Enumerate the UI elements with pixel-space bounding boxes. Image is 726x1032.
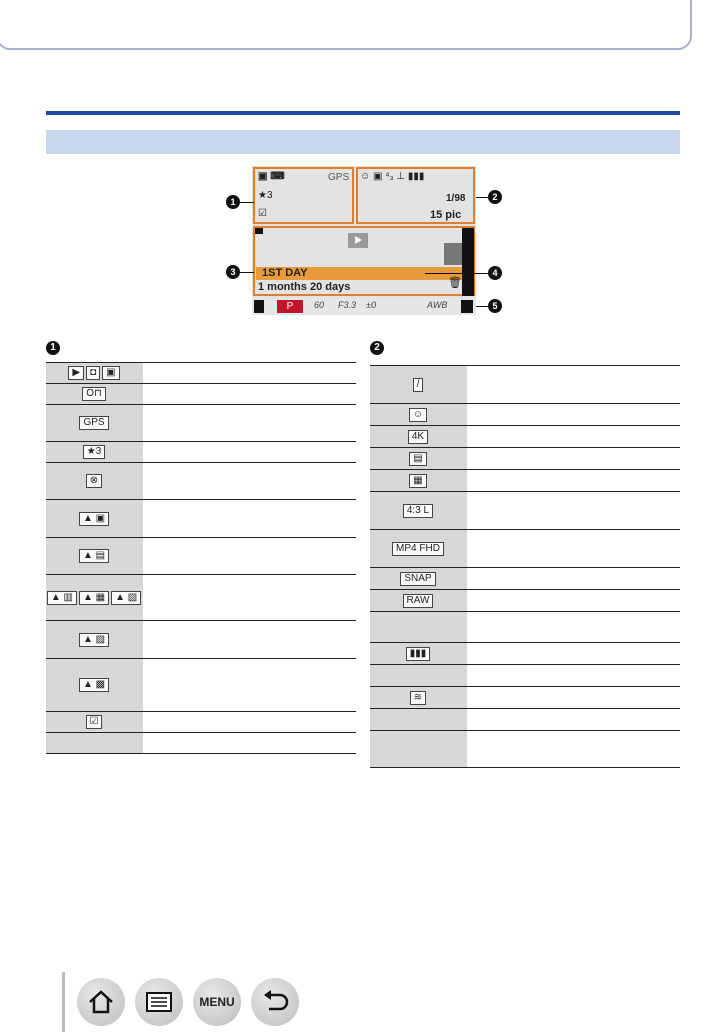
description-cell	[466, 530, 680, 567]
row-icon: ◘	[86, 366, 100, 380]
icon-group	[79, 512, 109, 526]
icon-cell	[46, 463, 142, 499]
leader-line-3	[240, 272, 254, 273]
icon-group	[86, 715, 103, 729]
callout-2: 2	[488, 190, 502, 204]
row-icon: GPS	[79, 416, 108, 430]
icon-cell	[46, 621, 142, 658]
table-row	[370, 731, 680, 768]
lcd-wb: AWB	[427, 300, 448, 310]
row-icon: ▲ ▣	[79, 512, 109, 526]
icon-cell	[370, 612, 466, 642]
row-icon: ▲ ▨	[79, 633, 109, 647]
row-icon: ☑	[86, 715, 103, 729]
leader-line-5	[476, 306, 488, 307]
table-row	[46, 363, 356, 384]
description-cell	[466, 404, 680, 425]
menu-button[interactable]	[193, 978, 241, 1026]
row-icon: 4K	[408, 430, 428, 444]
table-row	[46, 500, 356, 538]
icon-group	[79, 549, 109, 563]
lcd-aperture: F3.3	[338, 300, 357, 310]
icon-group	[403, 594, 434, 608]
leader-line-2	[476, 197, 488, 198]
icon-cell	[46, 363, 142, 383]
table-1-badge: 1	[46, 341, 60, 355]
lcd-mode: P	[277, 300, 303, 313]
list-icon	[145, 991, 173, 1013]
description-cell	[466, 687, 680, 708]
icon-cell	[46, 384, 142, 404]
description-cell	[466, 643, 680, 664]
table-row	[370, 448, 680, 470]
icon-group	[83, 445, 106, 459]
icon-cell	[46, 659, 142, 711]
lcd-age: 1 months 20 days	[258, 281, 351, 293]
icon-cell	[46, 712, 142, 732]
contents-button[interactable]	[135, 978, 183, 1026]
description-cell	[466, 426, 680, 447]
description-cell	[142, 575, 356, 620]
row-icon: ▮▮▮	[406, 647, 431, 661]
lcd-corner-block	[255, 228, 263, 234]
icon-group	[409, 408, 427, 422]
icon-cell	[46, 442, 142, 462]
play-button-icon	[348, 233, 368, 248]
description-cell	[142, 712, 356, 732]
back-arrow-icon	[261, 990, 289, 1014]
row-icon: ★3	[83, 445, 106, 459]
table-row	[46, 621, 356, 659]
row-icon: O⊓	[82, 387, 106, 401]
icon-cell	[370, 709, 466, 730]
table-row	[370, 687, 680, 709]
description-cell	[142, 621, 356, 658]
description-cell	[142, 405, 356, 441]
description-cell	[466, 568, 680, 589]
icon-cell	[46, 575, 142, 620]
table-row	[46, 575, 356, 621]
table-row	[370, 709, 680, 731]
description-cell	[142, 384, 356, 404]
table-row	[46, 442, 356, 463]
description-cell	[142, 659, 356, 711]
section-rule	[46, 111, 680, 115]
lcd-right-strip	[462, 228, 474, 296]
page-header-frame	[0, 0, 692, 50]
table-1	[46, 362, 356, 754]
nav-divider	[62, 972, 65, 1032]
icon-cell	[370, 590, 466, 611]
row-icon: ▲ ▧	[111, 591, 141, 605]
lcd-status-end	[461, 300, 473, 313]
table-row	[46, 733, 356, 754]
table-row	[370, 404, 680, 426]
row-icon: MP4 FHD	[392, 542, 444, 556]
icon-cell	[370, 426, 466, 447]
icon-cell	[370, 492, 466, 529]
icon-group	[403, 504, 433, 518]
callout-4: 4	[488, 266, 502, 280]
lcd-exposure: ±0	[366, 300, 376, 310]
icon-group	[86, 474, 102, 488]
row-icon: ▦	[409, 474, 426, 488]
print-set-icon: ☑	[258, 208, 267, 219]
table-row	[370, 530, 680, 568]
callout-3: 3	[226, 265, 240, 279]
icon-group	[409, 474, 426, 488]
flash-icon	[254, 300, 264, 313]
icon-cell	[370, 448, 466, 469]
lcd-title: 1ST DAY	[262, 267, 308, 279]
icon-group	[79, 678, 109, 692]
description-cell	[466, 492, 680, 529]
table-row	[46, 463, 356, 500]
icon-cell	[46, 500, 142, 537]
icon-group	[409, 452, 426, 466]
lcd-count: 1/98	[446, 193, 466, 204]
trash-icon: 🗑	[448, 277, 462, 289]
description-cell	[466, 470, 680, 491]
lcd-pictures: 15 pic	[430, 209, 462, 221]
table-row	[46, 659, 356, 712]
row-icon: SNAP	[400, 572, 435, 586]
icon-cell	[46, 538, 142, 574]
icon-group	[68, 366, 119, 380]
row-icon: /	[413, 378, 424, 392]
description-cell	[142, 442, 356, 462]
table-row	[370, 643, 680, 665]
description-cell	[466, 731, 680, 767]
description-cell	[466, 590, 680, 611]
table-row	[370, 568, 680, 590]
table-row	[370, 426, 680, 448]
table-1-heading	[46, 341, 60, 355]
description-cell	[142, 463, 356, 499]
row-icon: RAW	[403, 594, 434, 608]
icon-group	[79, 416, 108, 430]
icon-group	[413, 378, 424, 392]
description-cell	[142, 538, 356, 574]
row-icon: ▲ ▥	[47, 591, 77, 605]
icon-cell	[370, 530, 466, 567]
table-2-heading	[370, 341, 384, 355]
table-row	[46, 538, 356, 575]
icon-cell	[370, 687, 466, 708]
table-2-badge: 2	[370, 341, 384, 355]
description-cell	[466, 709, 680, 730]
icon-cell	[46, 405, 142, 441]
icon-group	[82, 387, 106, 401]
row-icon: ▲ ▩	[79, 678, 109, 692]
table-row	[370, 665, 680, 687]
icon-group	[47, 591, 141, 605]
icon-cell	[46, 733, 142, 753]
home-button[interactable]	[77, 978, 125, 1026]
icon-group	[408, 430, 428, 444]
icon-group	[400, 572, 435, 586]
leader-line-4	[425, 273, 488, 274]
table-row	[46, 712, 356, 733]
description-cell	[142, 363, 356, 383]
leader-line-1	[240, 202, 254, 203]
table-row	[370, 590, 680, 612]
play-mode-icon: ▣ ⌨	[258, 171, 285, 182]
icon-group	[406, 647, 431, 661]
lcd-shutter: 60	[314, 300, 325, 310]
description-cell	[466, 665, 680, 686]
row-icon: ⊗	[86, 474, 102, 488]
table-row	[370, 366, 680, 404]
description-cell	[466, 612, 680, 642]
table-row	[46, 405, 356, 442]
description-cell	[466, 366, 680, 403]
lcd-gps: GPS	[328, 172, 350, 183]
table-row	[370, 612, 680, 643]
lcd-rating: ★3	[258, 190, 273, 201]
icon-cell	[370, 568, 466, 589]
description-cell	[142, 500, 356, 537]
section-title-bar	[46, 130, 680, 154]
row-icon: ▶	[68, 366, 84, 380]
table-row	[46, 384, 356, 405]
table-2	[370, 365, 680, 768]
icon-group	[410, 691, 426, 705]
row-icon: ▣	[102, 366, 119, 380]
description-cell	[466, 448, 680, 469]
home-icon	[87, 989, 115, 1015]
icon-cell	[370, 470, 466, 491]
callout-5: 5	[488, 299, 502, 313]
row-icon: ≋	[410, 691, 426, 705]
table-row	[370, 470, 680, 492]
callout-1: 1	[226, 195, 240, 209]
row-icon: ☺	[409, 408, 427, 422]
lcd-top-icons: ☺ ▣ ⁴₃ ⊥ ▮▮▮	[360, 171, 425, 182]
icon-cell	[370, 643, 466, 664]
table-row	[370, 492, 680, 530]
icon-cell	[370, 404, 466, 425]
icon-cell	[370, 366, 466, 403]
icon-cell	[370, 731, 466, 767]
row-icon: 4:3 L	[403, 504, 433, 518]
icon-group	[392, 542, 444, 556]
description-cell	[142, 733, 356, 753]
back-button[interactable]	[251, 978, 299, 1026]
row-icon: ▲ ▤	[79, 549, 109, 563]
icon-cell	[370, 665, 466, 686]
icon-group	[79, 633, 109, 647]
row-icon: ▤	[409, 452, 426, 466]
row-icon: ▲ ▦	[79, 591, 109, 605]
menu-label: MENU	[199, 995, 235, 1009]
